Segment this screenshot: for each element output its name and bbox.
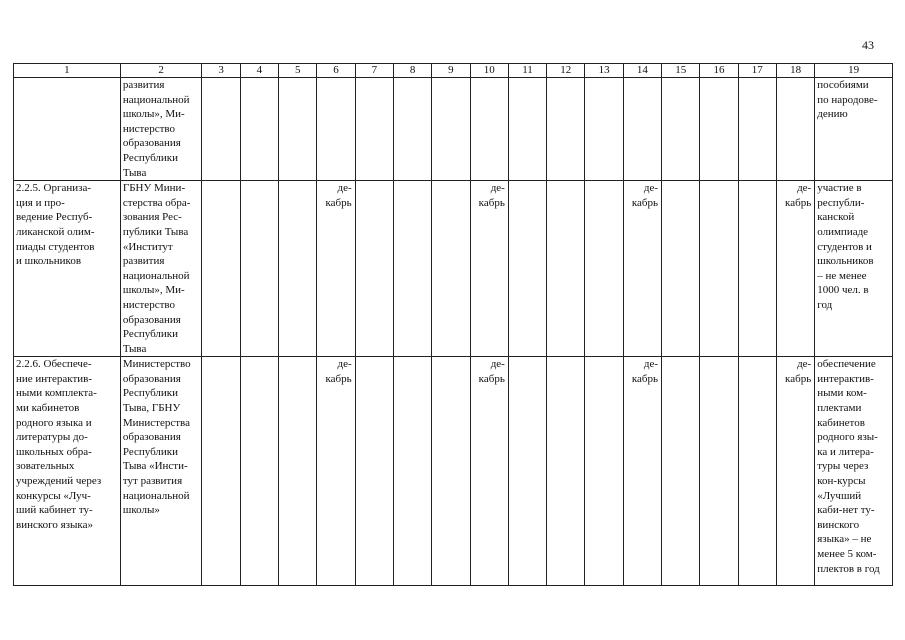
page-number: 43 bbox=[862, 38, 874, 52]
empty-cell bbox=[355, 78, 393, 181]
column-header-18: 18 bbox=[776, 64, 814, 78]
column-header-10: 10 bbox=[470, 64, 508, 78]
empty-cell bbox=[738, 357, 776, 586]
column-header-15: 15 bbox=[662, 64, 700, 78]
plan-table bbox=[13, 63, 893, 586]
empty-cell bbox=[508, 357, 546, 586]
empty-cell bbox=[240, 357, 278, 586]
empty-cell bbox=[202, 181, 240, 357]
empty-cell bbox=[202, 78, 240, 181]
executor-cell: ГБНУ Мини- стерства обра- зования Рес- публики Тыва «Институт развития национальной школы», Ми- нистерство образования Республики Тыва bbox=[120, 181, 202, 357]
empty-cell bbox=[547, 357, 585, 586]
empty-cell bbox=[202, 357, 240, 586]
column-header-17: 17 bbox=[738, 64, 776, 78]
deadline-cell: де- кабрь bbox=[470, 181, 508, 357]
empty-cell bbox=[240, 181, 278, 357]
deadline-cell: де- кабрь bbox=[470, 357, 508, 586]
measure-cell: 2.2.5. Организа- ция и про- ведение Респуб- ликанской олим- пиады студентов и школьников bbox=[14, 181, 121, 357]
column-header-12: 12 bbox=[547, 64, 585, 78]
deadline-cell: де- кабрь bbox=[776, 357, 814, 586]
empty-cell bbox=[585, 357, 623, 586]
measure-cell: 2.2.6. Обеспече- ние интерактив- ными комплекта- ми кабинетов родного языка и литературы до- школьных обра- зовательных учреждений через конкурсы «Луч- ший кабинет ту- винского языка» bbox=[14, 357, 121, 586]
executor-cell: Министерство образования Республики Тыва, ГБНУ Министерства образования Республики Тыва «Инсти- тут развития национальной школы» bbox=[120, 357, 202, 586]
deadline-cell: де- кабрь bbox=[776, 181, 814, 357]
empty-cell bbox=[662, 357, 700, 586]
column-header-14: 14 bbox=[623, 64, 661, 78]
column-header-1: 1 bbox=[14, 64, 121, 78]
empty-cell bbox=[585, 181, 623, 357]
table-row bbox=[14, 181, 893, 357]
empty-cell bbox=[240, 78, 278, 181]
empty-cell bbox=[508, 78, 546, 181]
empty-cell bbox=[432, 78, 470, 181]
executor-cell: развития национальной школы», Ми- нистерство образования Республики Тыва bbox=[120, 78, 202, 181]
table-row bbox=[14, 357, 893, 586]
empty-cell bbox=[393, 78, 431, 181]
column-header-8: 8 bbox=[393, 64, 431, 78]
table-row bbox=[14, 78, 893, 181]
column-header-6: 6 bbox=[317, 64, 355, 78]
result-cell: обеспечение интерактив- ными ком- плектами кабинетов родного язы- ка и литера- туры через кон-курсы «Лучший каби-нет ту- винского языка» – не менее 5 ком- плектов в год bbox=[815, 357, 893, 586]
column-header-7: 7 bbox=[355, 64, 393, 78]
empty-cell bbox=[547, 181, 585, 357]
empty-cell bbox=[317, 78, 355, 181]
empty-cell bbox=[432, 181, 470, 357]
column-header-11: 11 bbox=[508, 64, 546, 78]
empty-cell bbox=[547, 78, 585, 181]
deadline-cell: де- кабрь bbox=[317, 181, 355, 357]
empty-cell bbox=[738, 78, 776, 181]
empty-cell bbox=[700, 78, 738, 181]
column-header-16: 16 bbox=[700, 64, 738, 78]
empty-cell bbox=[393, 357, 431, 586]
empty-cell bbox=[279, 357, 317, 586]
empty-cell bbox=[279, 181, 317, 357]
empty-cell bbox=[623, 78, 661, 181]
empty-cell bbox=[279, 78, 317, 181]
empty-cell bbox=[470, 78, 508, 181]
measure-cell bbox=[14, 78, 121, 181]
column-header-4: 4 bbox=[240, 64, 278, 78]
header-row bbox=[14, 64, 893, 78]
column-header-2: 2 bbox=[120, 64, 202, 78]
empty-cell bbox=[776, 78, 814, 181]
empty-cell bbox=[585, 78, 623, 181]
result-cell: участие в республи- канской олимпиаде студентов и школьников – не менее 1000 чел. в год bbox=[815, 181, 893, 357]
column-header-5: 5 bbox=[279, 64, 317, 78]
result-cell: пособиями по народове- дению bbox=[815, 78, 893, 181]
empty-cell bbox=[662, 78, 700, 181]
empty-cell bbox=[700, 181, 738, 357]
deadline-cell: де- кабрь bbox=[623, 357, 661, 586]
column-header-19: 19 bbox=[815, 64, 893, 78]
empty-cell bbox=[355, 181, 393, 357]
empty-cell bbox=[508, 181, 546, 357]
empty-cell bbox=[393, 181, 431, 357]
column-header-9: 9 bbox=[432, 64, 470, 78]
column-header-13: 13 bbox=[585, 64, 623, 78]
empty-cell bbox=[700, 357, 738, 586]
column-header-3: 3 bbox=[202, 64, 240, 78]
empty-cell bbox=[662, 181, 700, 357]
deadline-cell: де- кабрь bbox=[623, 181, 661, 357]
empty-cell bbox=[355, 357, 393, 586]
empty-cell bbox=[432, 357, 470, 586]
empty-cell bbox=[738, 181, 776, 357]
deadline-cell: де- кабрь bbox=[317, 357, 355, 586]
